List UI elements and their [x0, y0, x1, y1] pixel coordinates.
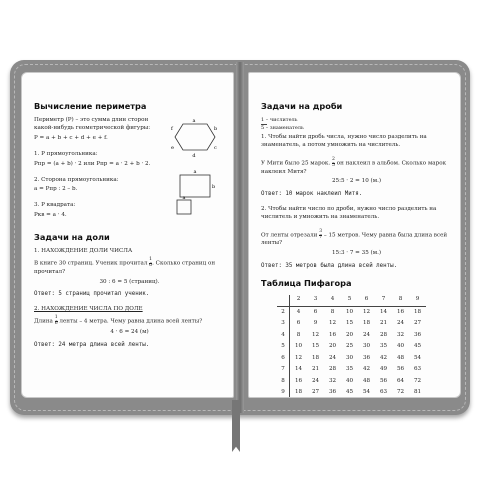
- table-cell: 36: [362, 354, 371, 361]
- table-cell: 10: [294, 343, 303, 350]
- table-cell: 54: [413, 354, 422, 361]
- table-cell: 7: [375, 295, 392, 307]
- bookmark-ribbon: [232, 400, 240, 452]
- numerator-legend: 1 – числитель: [261, 117, 298, 124]
- table-cell: 63: [379, 389, 388, 396]
- table-cell: 4: [296, 308, 301, 315]
- label-f: f: [171, 126, 173, 132]
- table-cell: 20: [328, 343, 337, 350]
- table-cell: 16: [328, 331, 337, 338]
- table-cell: 7: [277, 365, 290, 377]
- table-cell: 36: [328, 389, 337, 396]
- table-cell: 12: [294, 354, 303, 361]
- table-cell: 56: [396, 366, 405, 373]
- table-cell: 63: [413, 366, 422, 373]
- rectangle-formula: Pпр = (a + b) · 2 или Pпр = a · 2 + b · 2.: [34, 160, 151, 167]
- table-row: [277, 376, 426, 388]
- notebook-spine: [236, 62, 244, 413]
- table-cell: 15: [311, 343, 320, 350]
- perimeter-title: Вычисление периметра: [34, 101, 147, 111]
- table-cell: 9: [313, 320, 318, 327]
- table-cell: 54: [362, 389, 371, 396]
- table-cell: 21: [311, 366, 320, 373]
- label-d: d: [192, 153, 196, 158]
- table-cell: 56: [379, 377, 388, 384]
- table-cell: 2: [290, 295, 308, 307]
- table-cell: 14: [379, 308, 388, 315]
- table-cell: 9: [277, 388, 290, 398]
- table-cell: 18: [311, 354, 320, 361]
- table-cell: 8: [330, 308, 335, 315]
- table-cell: 40: [396, 343, 405, 350]
- table-row: [277, 307, 426, 319]
- table-cell: 8: [296, 331, 301, 338]
- table-cell: 12: [311, 331, 320, 338]
- table-cell: 4: [277, 330, 290, 342]
- table-cell: 8: [277, 376, 290, 388]
- find-part-heading: 1. НАХОЖДЕНИЕ ДОЛИ ЧИСЛА: [34, 248, 133, 255]
- table-cell: 16: [294, 377, 303, 384]
- left-page: [21, 72, 234, 398]
- rectangle-heading: 1. P прямоугольника:: [34, 150, 98, 157]
- table-cell: 6: [296, 320, 301, 327]
- table-cell: 3: [277, 319, 290, 331]
- table-cell: 32: [328, 377, 337, 384]
- square-heading: 3. P квадрата:: [34, 202, 76, 209]
- pythagoras-table: [277, 295, 426, 398]
- find-part-problem: В книге 30 страниц. Ученик прочитал $\frac{1}{6}$ . Сколько страниц он прочитал?: [34, 257, 216, 275]
- table-cell: 28: [379, 331, 388, 338]
- fraction-problem-2: От ленты отрезали $\frac{3}{7}$ – 15 метров. Чему равна была длина всей ленты?: [261, 228, 448, 247]
- label-b: b: [212, 184, 216, 190]
- table-cell: 30: [362, 343, 371, 350]
- rectangle-side-heading: 2. Сторона прямоугольника:: [34, 176, 119, 183]
- table-cell: 24: [362, 331, 371, 338]
- table-cell: 16: [396, 308, 405, 315]
- table-cell: [277, 295, 290, 307]
- table-cell: 35: [345, 366, 354, 373]
- table-cell: 20: [345, 331, 354, 338]
- table-header-row: [277, 295, 426, 307]
- table-cell: 9: [409, 295, 426, 307]
- find-number-calc: 4 · 6 = 24 (м): [110, 328, 149, 335]
- table-cell: 27: [311, 389, 320, 396]
- table-cell: 12: [328, 320, 337, 327]
- table-cell: 49: [379, 366, 388, 373]
- label-a: a: [193, 169, 197, 175]
- table-cell: 25: [345, 343, 354, 350]
- table-cell: 30: [345, 354, 354, 361]
- parts-title: Задачи на доли: [34, 231, 110, 242]
- table-cell: 8: [392, 295, 409, 307]
- table-cell: 24: [328, 354, 337, 361]
- fraction-answer-1: Ответ: 10 марок наклеил Митя.: [261, 191, 363, 198]
- table-cell: 14: [294, 366, 303, 373]
- pythagoras-title: Таблица Пифагора: [261, 278, 352, 289]
- table-cell: 6: [358, 295, 375, 307]
- fractions-title: Задачи на дроби: [261, 101, 343, 111]
- table-cell: 2: [277, 307, 290, 319]
- fraction-problem-1: У Мити было 25 марок. $\frac{2}{5}$ он наклеил в альбом. Сколько марок наклеил Митя?: [261, 157, 447, 175]
- find-number-answer: Ответ: 24 метра длина всей ленты.: [34, 341, 150, 348]
- fraction-rule-2: 2. Чтобы найти число по дроби, нужно число разделить на числитель и умножить на знаменатель.: [261, 206, 437, 221]
- table-cell: 5: [341, 295, 358, 307]
- table-cell: 72: [413, 377, 422, 384]
- fraction: $\frac{1}{6}$: [149, 257, 153, 268]
- table-row: [277, 388, 426, 398]
- table-cell: 21: [379, 320, 388, 327]
- table-cell: 18: [362, 320, 371, 327]
- table-cell: 36: [413, 331, 422, 338]
- label-e: e: [171, 145, 174, 151]
- square-figure: [170, 195, 200, 219]
- table-cell: 42: [362, 366, 371, 373]
- table-cell: 81: [413, 389, 422, 396]
- table-cell: 45: [413, 343, 422, 350]
- fraction-calc-1: 25:5 · 2 = 10 (м.): [331, 178, 382, 185]
- perimeter-formula: P = a + b + c + d + e + f.: [34, 135, 108, 142]
- table-cell: 32: [396, 331, 405, 338]
- table-cell: 3: [307, 295, 324, 307]
- square-formula: Pкв = a · 4.: [34, 212, 67, 219]
- table-cell: 4: [324, 295, 341, 307]
- perimeter-intro: Периметр (P) – это сумма длин сторон какой-нибудь геометрической фигуры:: [34, 117, 151, 132]
- table-cell: 40: [345, 377, 354, 384]
- label-a: a: [192, 118, 196, 124]
- table-cell: 24: [311, 377, 320, 384]
- table-row: [277, 353, 426, 365]
- fraction: $\frac{3}{7}$: [319, 228, 323, 240]
- label-b: b: [214, 126, 218, 132]
- find-number-heading: 2. НАХОЖДЕНИЕ ЧИСЛА ПО ДОЛЕ: [34, 306, 143, 313]
- label-c: c: [214, 145, 217, 151]
- table-cell: 27: [413, 320, 422, 327]
- fraction-answer-2: Ответ: 35 метров была длина всей ленты.: [261, 263, 398, 270]
- table-cell: 10: [345, 308, 354, 315]
- table-row: [277, 342, 426, 354]
- table-cell: 6: [277, 353, 290, 365]
- find-part-answer: Ответ: 5 страниц прочитал ученик.: [34, 291, 150, 298]
- table-cell: 15: [345, 320, 354, 327]
- table-cell: 5: [277, 342, 290, 354]
- table-cell: 24: [396, 320, 405, 327]
- table-row: [277, 319, 426, 331]
- table-cell: 35: [379, 343, 388, 350]
- table-row: [277, 330, 426, 342]
- fraction: $\frac{2}{5}$: [331, 157, 335, 168]
- hexagon-figure: [165, 116, 227, 158]
- right-page: [248, 72, 461, 398]
- label-a: a: [182, 195, 186, 201]
- table-cell: 48: [396, 354, 405, 361]
- table-cell: 42: [379, 354, 388, 361]
- table-cell: 48: [362, 377, 371, 384]
- table-cell: 18: [413, 308, 422, 315]
- table-cell: 12: [362, 308, 371, 315]
- fraction: $\frac{1}{6}$: [54, 315, 58, 326]
- find-part-calc: 30 : 6 = 5 (страниц).: [99, 278, 160, 285]
- find-number-problem: Длина $\frac{1}{6}$ ленты – 4 метра. Чему равна длина всей ленты?: [34, 315, 203, 326]
- denominator-legend: 5 – знаменатель: [261, 125, 304, 132]
- table-cell: 72: [396, 389, 405, 396]
- fraction-rule-1: 1. Чтобы найти дробь числа, нужно число разделить на знаменатель, а потом умножить на числитель.: [261, 134, 427, 149]
- table-cell: 18: [294, 389, 303, 396]
- rectangle-side-formula: a = Pпр : 2 – b.: [34, 186, 78, 193]
- table-cell: 6: [313, 308, 318, 315]
- table-cell: 28: [328, 366, 337, 373]
- fraction-calc-2: 15:3 · 7 = 35 (м.): [331, 250, 382, 257]
- table-row: [277, 365, 426, 377]
- table-cell: 64: [396, 377, 405, 384]
- table-cell: 45: [345, 389, 354, 396]
